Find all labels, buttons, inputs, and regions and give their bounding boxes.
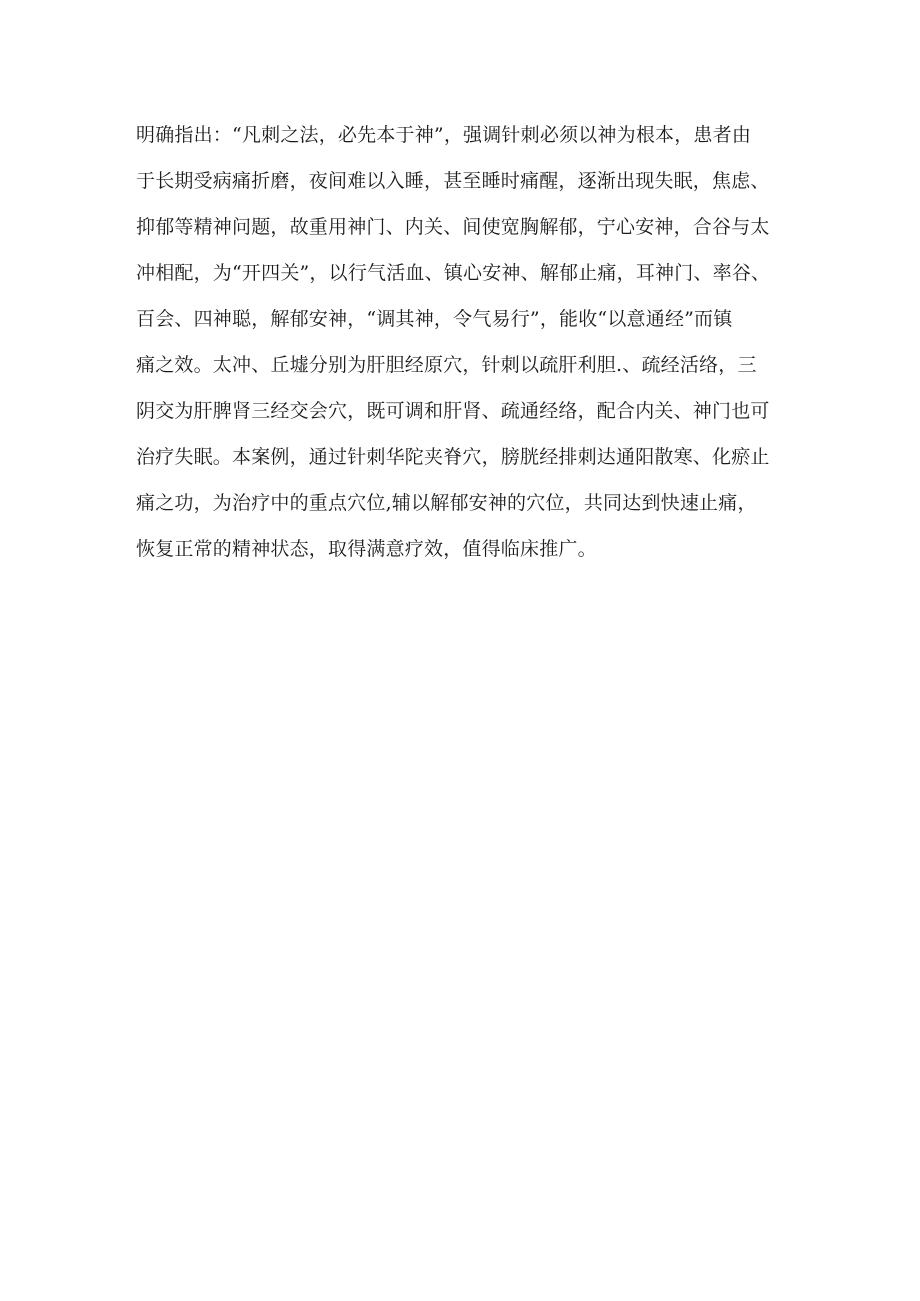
paragraph-line-1: 明确指出：“凡刺之法，必先本于神”，强调针刺必须以神为根本，患者由 xyxy=(136,124,752,146)
body-paragraph xyxy=(136,112,816,572)
paragraph-line-6: 痛之效。太冲、丘墟分别为肝胆经原穴，针刺以疏肝利胆.、疏经活络，三 xyxy=(136,354,757,376)
paragraph-line-8: 治疗失眠。本案例，通过针刺华陀夹脊穴，膀胱经排刺达通阳散寒、化瘀止 xyxy=(136,446,770,468)
paragraph-line-3: 抑郁等精神问题，故重用神门、内关、间使宽胸解郁，宁心安神，合谷与太 xyxy=(136,216,770,238)
paragraph-line-10: 恢复正常的精神状态，取得满意疗效，值得临床推广。 xyxy=(136,538,597,560)
paragraph-line-2: 于长期受病痛折磨，夜间难以入睡，甚至睡时痛醒，逐渐出现失眠，焦虑、 xyxy=(136,170,770,192)
paragraph-line-5: 百会、四神聪，解郁安神，“调其神，令气易行”，能收“以意通经”而镇 xyxy=(136,308,733,330)
paragraph-line-9: 痛之功，为治疗中的重点穴位,辅以解郁安神的穴位，共同达到快速止痛， xyxy=(136,492,757,514)
paragraph-line-4: 冲相配，为“开四关”，以行气活血、镇心安神、解郁止痛，耳神门、率谷、 xyxy=(136,262,771,284)
paragraph-line-7: 阴交为肝脾肾三经交会穴，既可调和肝肾、疏通经络，配合内关、神门也可 xyxy=(136,400,770,422)
